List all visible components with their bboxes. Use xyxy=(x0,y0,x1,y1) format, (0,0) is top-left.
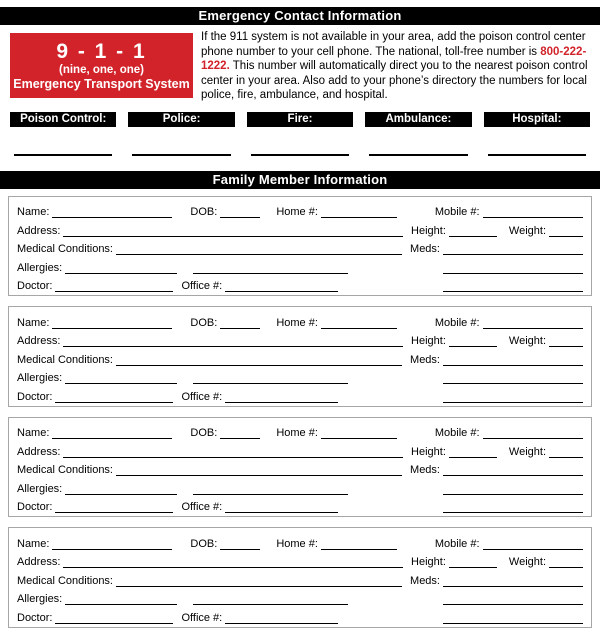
member-row-doctor xyxy=(17,605,583,624)
address-label: Address: xyxy=(17,224,61,237)
badge-number: 9 - 1 - 1 xyxy=(56,39,147,63)
member-row-medical xyxy=(17,568,583,587)
doctor-label: Doctor: xyxy=(17,280,53,292)
contact-blank-lines-row xyxy=(10,127,590,156)
member-row-name xyxy=(17,421,583,440)
member-row-name xyxy=(17,310,583,329)
name-label: Name: xyxy=(17,427,50,439)
dob-label: DOB: xyxy=(190,537,218,550)
height-label: Height: xyxy=(411,445,446,458)
member-row-allergies xyxy=(17,476,583,495)
member-row-name xyxy=(17,531,583,550)
badge-subtitle: (nine, one, one) xyxy=(59,63,144,76)
member-row-medical xyxy=(17,237,583,256)
address-label: Address: xyxy=(17,335,61,347)
medical-conditions-label: Medical Conditions: xyxy=(17,243,113,255)
meds-label: Meds: xyxy=(410,353,440,366)
home-phone-label: Home #: xyxy=(276,537,318,550)
medical-conditions-blank-line xyxy=(116,573,402,587)
home-phone-blank-line xyxy=(321,204,397,218)
weight-label: Weight: xyxy=(508,224,546,237)
height-label: Height: xyxy=(411,335,446,347)
name-blank-line xyxy=(52,536,172,550)
intro-paragraph xyxy=(201,30,590,103)
badge-caption: Emergency Transport System xyxy=(13,76,190,91)
meds-label: Meds: xyxy=(410,464,440,476)
allergies-blank-line xyxy=(65,591,177,605)
office-phone-label: Office #: xyxy=(181,280,223,292)
meds-extra-blank-line-2 xyxy=(443,499,583,513)
contact-label-hospital: Hospital: xyxy=(484,112,590,127)
doctor-blank-line xyxy=(55,389,173,403)
doctor-blank-line xyxy=(55,610,173,624)
meds-extra-blank-line-2 xyxy=(443,389,583,403)
height-blank-line xyxy=(449,223,497,237)
office-phone-blank-line xyxy=(225,499,338,513)
allergies-label: Allergies: xyxy=(17,372,63,384)
fire-blank-line xyxy=(251,154,349,156)
office-phone-blank-line xyxy=(225,610,338,624)
dob-label: DOB: xyxy=(190,206,218,218)
allergies-blank-line xyxy=(65,370,177,384)
intro-text-before: If the 911 system is not available in your area, add the poison control center phone number to your cell phone. The national, toll-free number is xyxy=(201,31,586,58)
page-root xyxy=(0,7,600,628)
family-member-card xyxy=(8,527,592,628)
name-blank-line xyxy=(52,425,172,439)
doctor-label: Doctor: xyxy=(17,611,53,624)
dob-label: DOB: xyxy=(190,316,218,329)
medical-conditions-label: Medical Conditions: xyxy=(17,574,113,587)
office-phone-label: Office #: xyxy=(181,611,223,624)
height-label: Height: xyxy=(411,224,446,237)
weight-blank-line xyxy=(549,444,583,458)
weight-label: Weight: xyxy=(508,335,546,347)
home-phone-blank-line xyxy=(321,315,397,329)
mobile-phone-blank-line xyxy=(483,204,583,218)
member-row-address xyxy=(17,329,583,348)
doctor-label: Doctor: xyxy=(17,390,53,403)
contact-label-police: Police: xyxy=(128,112,234,127)
office-phone-label: Office #: xyxy=(181,390,223,403)
member-row-doctor xyxy=(17,384,583,403)
allergies-extra-blank-line xyxy=(193,481,348,495)
dob-blank-line xyxy=(220,315,260,329)
allergies-label: Allergies: xyxy=(17,593,63,605)
name-blank-line xyxy=(52,315,172,329)
home-phone-blank-line xyxy=(321,536,397,550)
home-phone-label: Home #: xyxy=(276,316,318,329)
emergency-info-section xyxy=(0,25,600,103)
meds-blank-line xyxy=(443,241,583,255)
weight-blank-line xyxy=(549,223,583,237)
address-label: Address: xyxy=(17,556,61,568)
meds-extra-blank-line-1 xyxy=(443,370,583,384)
office-phone-label: Office #: xyxy=(181,501,223,513)
name-label: Name: xyxy=(17,206,50,218)
home-phone-blank-line xyxy=(321,425,397,439)
member-row-address xyxy=(17,439,583,458)
dob-label: DOB: xyxy=(190,427,218,439)
mobile-phone-label: Mobile #: xyxy=(434,206,480,218)
name-blank-line xyxy=(52,204,172,218)
family-header-title: Family Member Information xyxy=(212,171,388,187)
hospital-blank-line xyxy=(488,154,586,156)
poison-control-phone-number: 800-222-1222. xyxy=(201,45,587,72)
weight-blank-line xyxy=(549,554,583,568)
allergies-label: Allergies: xyxy=(17,482,63,495)
emergency-header-title: Emergency Contact Information xyxy=(198,8,402,23)
family-members-list xyxy=(0,196,600,628)
family-member-card xyxy=(8,417,592,518)
family-member-card xyxy=(8,306,592,407)
address-blank-line xyxy=(63,223,403,237)
weight-label: Weight: xyxy=(508,556,546,568)
doctor-blank-line xyxy=(55,499,173,513)
member-row-doctor xyxy=(17,495,583,514)
weight-blank-line xyxy=(549,333,583,347)
medical-conditions-blank-line xyxy=(116,241,402,255)
meds-blank-line xyxy=(443,462,583,476)
meds-extra-blank-line-1 xyxy=(443,591,583,605)
intro-text-after: This number will automatically direct you to the nearest poison control center in your area. Also add to your phone’s directory the numbers for local police, fire, ambulance, and hospital. xyxy=(201,60,588,101)
allergies-extra-blank-line xyxy=(193,591,348,605)
police-blank-line xyxy=(132,154,230,156)
height-blank-line xyxy=(449,333,497,347)
allergies-label: Allergies: xyxy=(17,261,63,274)
contact-label-poison-control: Poison Control: xyxy=(10,112,116,127)
mobile-phone-blank-line xyxy=(483,536,583,550)
family-header-bar xyxy=(0,171,600,189)
meds-extra-blank-line-2 xyxy=(443,610,583,624)
dob-blank-line xyxy=(220,425,260,439)
meds-extra-blank-line-1 xyxy=(443,260,583,274)
allergies-blank-line xyxy=(65,260,177,274)
member-row-address xyxy=(17,218,583,237)
address-label: Address: xyxy=(17,445,61,458)
address-blank-line xyxy=(63,333,403,347)
allergies-extra-blank-line xyxy=(193,370,348,384)
member-row-allergies xyxy=(17,587,583,606)
badge-911 xyxy=(10,33,193,98)
meds-blank-line xyxy=(443,352,583,366)
mobile-phone-blank-line xyxy=(483,425,583,439)
weight-label: Weight: xyxy=(508,445,546,458)
address-blank-line xyxy=(63,444,403,458)
name-label: Name: xyxy=(17,316,50,329)
mobile-phone-label: Mobile #: xyxy=(434,537,480,550)
address-blank-line xyxy=(63,554,403,568)
contact-label-fire: Fire: xyxy=(247,112,353,127)
home-phone-label: Home #: xyxy=(276,206,318,218)
meds-label: Meds: xyxy=(410,243,440,255)
member-row-name xyxy=(17,200,583,219)
meds-blank-line xyxy=(443,573,583,587)
doctor-blank-line xyxy=(55,278,173,292)
member-row-allergies xyxy=(17,366,583,385)
allergies-extra-blank-line xyxy=(193,260,348,274)
office-phone-blank-line xyxy=(225,278,338,292)
meds-label: Meds: xyxy=(410,574,440,587)
allergies-blank-line xyxy=(65,481,177,495)
height-label: Height: xyxy=(411,556,446,568)
medical-conditions-label: Medical Conditions: xyxy=(17,464,113,476)
mobile-phone-blank-line xyxy=(483,315,583,329)
family-member-card xyxy=(8,196,592,297)
contact-label-ambulance: Ambulance: xyxy=(365,112,471,127)
home-phone-label: Home #: xyxy=(276,427,318,439)
mobile-phone-label: Mobile #: xyxy=(434,427,480,439)
ambulance-blank-line xyxy=(369,154,467,156)
height-blank-line xyxy=(449,554,497,568)
medical-conditions-blank-line xyxy=(116,462,402,476)
mobile-phone-label: Mobile #: xyxy=(434,316,480,329)
height-blank-line xyxy=(449,444,497,458)
contact-labels-row xyxy=(10,112,590,127)
poison-control-blank-line xyxy=(14,154,112,156)
member-row-medical xyxy=(17,458,583,477)
medical-conditions-label: Medical Conditions: xyxy=(17,353,113,366)
meds-extra-blank-line-1 xyxy=(443,481,583,495)
member-row-allergies xyxy=(17,255,583,274)
member-row-doctor xyxy=(17,274,583,293)
name-label: Name: xyxy=(17,537,50,550)
medical-conditions-blank-line xyxy=(116,352,402,366)
office-phone-blank-line xyxy=(225,389,338,403)
member-row-medical xyxy=(17,347,583,366)
member-row-address xyxy=(17,550,583,569)
dob-blank-line xyxy=(220,536,260,550)
emergency-header-bar xyxy=(0,7,600,25)
dob-blank-line xyxy=(220,204,260,218)
doctor-label: Doctor: xyxy=(17,501,53,513)
meds-extra-blank-line-2 xyxy=(443,278,583,292)
